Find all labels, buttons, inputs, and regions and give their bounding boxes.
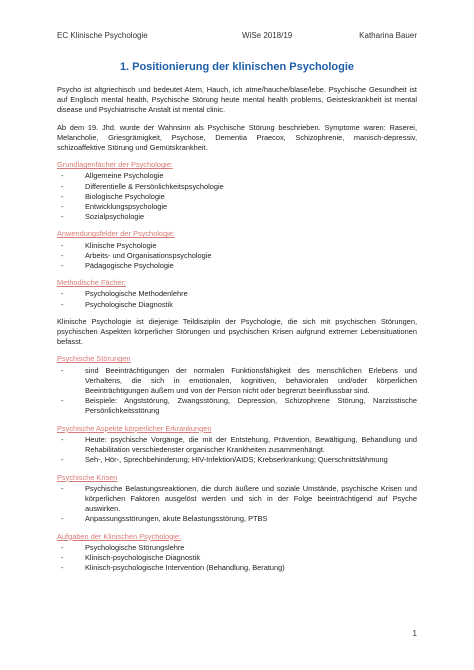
section-heading: Psychische Störungen xyxy=(57,354,131,364)
bullet-list xyxy=(57,543,417,574)
section-heading: Psychische Krisen xyxy=(57,472,118,482)
list-item: - Psychologische Methodenlehre xyxy=(61,289,188,299)
bullet-list xyxy=(57,289,417,309)
bullet-list xyxy=(57,366,417,417)
bullet-list xyxy=(57,171,417,222)
bullet-list xyxy=(57,484,417,525)
list-item: - Biologische Psychologie xyxy=(61,191,165,201)
list-item: - Sozialpsychologie xyxy=(61,212,145,222)
list-item: - Allgemeine Psychologie xyxy=(61,171,164,181)
header-semester: WiSe 2018/19 xyxy=(242,31,293,40)
document-body xyxy=(57,60,417,580)
definition-paragraph: Klinische Psychologie ist diejenige Teildisziplin der Psychologie, die sich mit psychischen Störungen, psychischen Aspekten körperlicher Störungen und psychischen Krisen aufgrund extremer Lebensituationen befasst. xyxy=(57,316,417,347)
section-psychische-stoerungen xyxy=(57,354,417,416)
header-course: EC Klinische Psychologie xyxy=(57,31,148,40)
list-item: - Seh-, Hör-, Sprechbehinderung; HIV-Infektion/AIDS; Krebserkrankung; Querschnittslähmung xyxy=(61,455,388,465)
bullet-list xyxy=(57,435,417,466)
list-item: - Pädagogische Psychologie xyxy=(61,261,174,271)
section-anwendungsfelder xyxy=(57,229,417,271)
header-author: Katharina Bauer xyxy=(359,31,417,40)
page-header xyxy=(57,31,417,43)
list-item: - Psychische Belastungsreaktionen, die durch äußere und soziale Umstände, psychische Krisen und körperlichen Faktoren ausgelöst werden und sich in der Folge beeinträchtigend auf Psyche auswirken. xyxy=(61,483,417,514)
intro-paragraph: Psycho ist altgriechisch und bedeutet Atem, Hauch, ich atme/hauche/blase/lebe. Psychische Gesundheit ist auf Englisch mental health, Psychische Störung heute mental health problems, Geisteskrankheit ist mental disease und Psychiatrische Anstalt ist mental clinic. xyxy=(57,85,417,115)
list-item: - sind Beeinträchtigungen der normalen Funktionsfähigkeit des menschlichen Erlebens und Verhaltens, die sich in emotionalen, kognitiven, behavioralen und/oder körperlichen Beeinträchtigungen äußern und von der Person nicht oder begrenzt beeinflussbar sind. xyxy=(61,365,417,396)
section-grundlagen xyxy=(57,160,417,222)
section-heading: Grundlagenfächer der Psychologie: xyxy=(57,160,173,170)
list-item: - Klinische Psychologie xyxy=(61,240,157,250)
list-item: - Arbeits- und Organisationspsychologie xyxy=(61,250,212,260)
section-heading: Psychische Aspekte körperlicher Erkrankungen xyxy=(57,423,212,433)
section-heading: Anwendungsfelder der Psychologie: xyxy=(57,229,175,239)
list-item: - Beispiele: Angststörung, Zwangsstörung, Depression, Schizophrene Störung, Narzisstische Persönlichkeitsstörung xyxy=(61,396,417,416)
section-methodische-faecher xyxy=(57,278,417,310)
history-paragraph: Ab dem 19. Jhd. wurde der Wahnsinn als Psychische Störung beschrieben. Symptome waren: Raserei, Melancholie, Griesgrämigkeit, Psychose, Dementia Praecox, Schizophrenie, manisch-depressiv, schizoaffektive Störung und Gemütskrankheit. xyxy=(57,122,417,153)
list-item: - Heute: psychische Vorgänge, die mit der Entstehung, Prävention, Bewältigung, Behandlung und Rehabilitation verschiedenster organischer Krankheiten zusammenhängt. xyxy=(61,434,417,455)
section-heading: Aufgaben der Klinischen Psychologie: xyxy=(57,531,182,541)
list-item: - Psychologische Störungslehre xyxy=(61,542,185,552)
section-koerperliche-erkrankungen xyxy=(57,424,417,466)
list-item: - Entwicklungspsychologie xyxy=(61,202,168,212)
section-heading: Methodische Fächer: xyxy=(57,278,127,288)
list-item: - Anpassungsstörungen, akute Belastungsstörung, PTBS xyxy=(61,514,268,524)
section-aufgaben xyxy=(57,532,417,574)
section-psychische-krisen xyxy=(57,473,417,525)
page-number: 1 xyxy=(412,629,417,638)
page-title: 1. Positionierung der klinischen Psychologie xyxy=(119,61,355,73)
list-item: - Klinisch-psychologische Diagnostik xyxy=(61,552,201,562)
list-item: - Klinisch-psychologische Intervention (Behandlung, Beratung) xyxy=(61,563,285,573)
list-item: - Differentielle & Persönlichkeitspsychologie xyxy=(61,181,224,191)
list-item: - Psychologische Diagnostik xyxy=(61,299,173,309)
bullet-list xyxy=(57,241,417,272)
